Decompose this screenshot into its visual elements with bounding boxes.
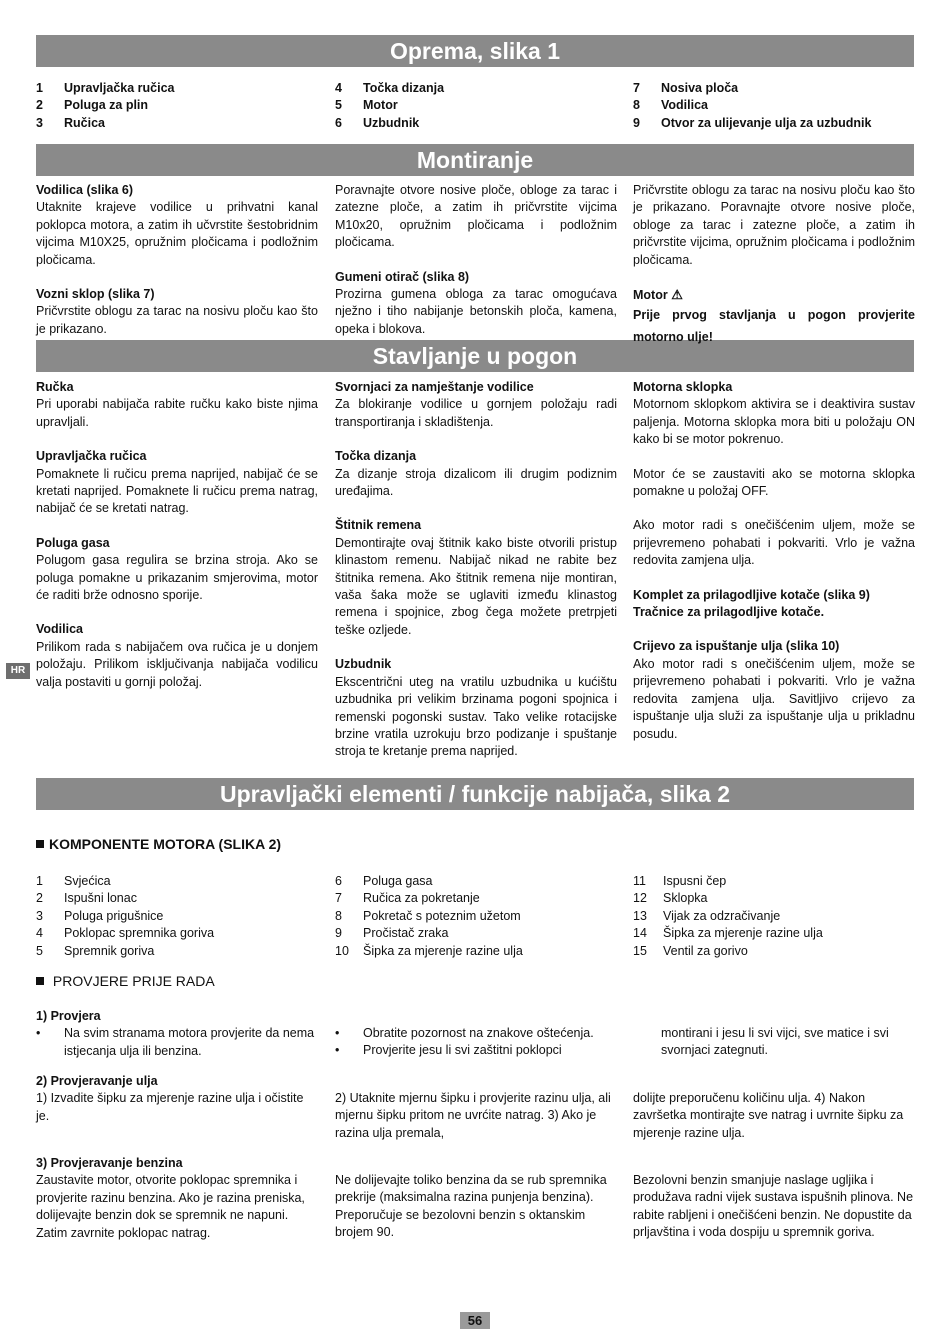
list-item: 15 Ventil za gorivo [633,943,748,958]
upravljacka-rucica-title: Upravljačka ručica [36,449,147,464]
list-item: 1 Svjećica [36,874,111,888]
bullet-square-icon [36,840,44,848]
vozni-title: Vozni sklop (slika 7) [36,287,155,302]
oprema-list-col1 [36,80,318,132]
benzin-text-3: Bezolovni benzin smanjuje naslage ugljika i produžava radni vijek sustava ispušnih plinova. Ne rabite rabljeni i onečišćeni benzin. Ne dopustite da prljavština i voda dospiju u spremnik goriva. [633,1173,914,1240]
page-number: 56 [460,1312,490,1329]
upravljacka-rucica-text: Pomaknete li ručicu prema naprijed, nabijač će se kretati naprijed. Pomaknete li ručicu prema natrag, nabijač će se kretati natrag. [36,466,318,516]
list-item: 3 Poluga prigušnice [36,908,164,923]
svornjaci-text: Za blokiranje vodilice u gornjem položaju radi transportiranja i skladištenja. [335,397,617,429]
pricvrstite-text: Pričvrstite oblogu za tarac na nosivu ploču kao što je prikazano. Poravnajte otvore nosive ploče, obloge za tarac i zatezne ploče, a zatim ih pričvrstite vijcima, opružnim pločicama i podložnim pločicama. [633,183,915,267]
list-item: 9 Pročistač zraka [335,926,449,941]
stavljanje-col3 [633,379,915,743]
provjere-heading: PROVJERE PRIJE RADA [36,973,215,989]
poluga-gasa-text: Polugom gasa regulira se brzina stroja. Ako se poluga pomakne u prikazanim smjerovima, motor će raditi brže odnosno sporije. [36,553,318,603]
komponente-col1 [36,873,318,960]
vodilica-text: Prilikom rada s nabijačem ova ručica je u donjem položaju. Prilikom isključivanja nabijača vodilicu valja postaviti u gornji položaj. [36,639,318,689]
tocka-dizanja-title: Točka dizanja [335,449,417,464]
list-item: 2 Ispušni lonac [36,891,137,906]
poluga-gasa-title: Poluga gasa [36,535,110,550]
tracnice-title: Tračnice za prilagodljive kotače. [633,605,825,620]
list-item: 2 Poluga za plin [36,98,149,113]
stitnik-title: Štitnik remena [335,518,422,533]
list-item: 8 Vodilica [633,98,709,113]
poravnajte-text: Poravnajte otvore nosive ploče, obloge za tarac i zatezne ploče, a zatim ih pričvrstite vijcima M10x20, opružnim pločicama i podložnim pločicama. [335,183,617,250]
tocka-dizanja-text: Za dizanje stroja dizalicom ili drugim podiznim uređajima. [335,466,617,499]
section-header-stavljanje: Stavljanje u pogon [36,340,914,372]
list-item: 4 Točka dizanja [335,81,445,95]
stavljanje-col2 [335,379,617,761]
oprema-list-col2 [335,80,617,132]
uzbudnik-text: Ekscentrični uteg na vratilu uzbudnika u kućištu uzbudnika pri velikim brzinama pogoni spojnica i remenski pogonski sustav. Tako velike rotacijske brzine vratila uzrokuju brzo podizanje i spuštanje stroja te kretanje prema naprijed. [335,674,617,759]
vozni-text: Pričvrstite oblogu za tarac na nosivu ploču kao što je prikazano. [36,304,318,336]
benzin-col1 [36,1155,318,1242]
list-item: • Obratite pozornost na znakove oštećenja. [335,1026,594,1040]
benzin-text-2b: Preporučuje se bezolovni benzin s oktanskim brojem 90. [335,1207,586,1240]
crijevo-text: Ako motor radi s onečišćenim uljem, može se prijevremeno pohabati i pokvariti. Vrlo je važna redovita zamjena ulja. Savitljivo crijevo za ispuštanje ulja služi za ispuštanje ulja u prikladnu posudu. [633,656,915,741]
list-item: 7 Nosiva ploča [633,81,739,95]
ulje-col3 [633,1090,915,1142]
vodilica-title: Vodilica [36,622,84,637]
motor-title: Motor [633,288,668,303]
section-header-upravljacki: Upravljački elementi / funkcije nabijača, slika 2 [36,778,914,810]
list-item: 3 Ručica [36,115,105,130]
motor-text: Prije prvog stavljanja u pogon provjerite motorno ulje! [633,308,915,345]
list-item: 4 Poklopac spremnika goriva [36,926,215,941]
motor-title-row [633,286,915,304]
ulje-text-2: 2) Utaknite mjernu šipku i provjerite razinu ulja, ali mjernu šipku pritom ne uvrćite natrag. 3) Ako je razina ulja premala, [335,1091,611,1140]
list-item: 8 Pokretač s poteznim užetom [335,908,521,923]
section-header-montiranje: Montiranje [36,144,914,176]
list-item: • Provjerite jesu li svi zaštitni poklopci [335,1043,562,1058]
benzin-text-2a: Ne dolijevajte toliko benzina da se rub spremnika prekrije (maksimalna razina punjenja benzina). [335,1173,607,1205]
oprema-list-col3 [633,80,923,132]
montiranje-col3 [633,182,915,348]
section-header-oprema: Oprema, slika 1 [36,35,914,67]
gumeni-title: Gumeni otirač (slika 8) [335,269,470,284]
provjera-continued-text: montirani i jesu li svi vijci, sve matice i svi svornjaci zategnuti. [661,1026,889,1058]
list-item: 13 Vijak za odzračivanje [633,908,781,923]
onecisceni-text: Ako motor radi s onečišćenim uljem, može se prijevremeno pohabati i pokvariti. Vrlo je važna redovita zamjena ulja. [633,518,915,568]
komponente-col3 [633,873,915,960]
stitnik-text: Demontirajte ovaj štitnik kako biste otvorili pristup klinastom remenu. Nabijač nikad ne rabite bez štitnika remena. Ako štitnik remena nije montiran, vaša šaka može se uglaviti između klinastog remena i spojnice, zbog čega možete pretrpjeti teške ozljede. [335,535,617,637]
stavljanje-col1 [36,379,318,691]
rucka-text: Pri uporabi nabijača rabite ručku kako biste njima upravljali. [36,397,318,429]
ulje-text-3: dolijte preporučenu količinu ulja. 4) Nakon završetka montirajte sve natrag i uvrnite šipku za mjerenje razine ulja. [633,1091,904,1140]
crijevo-title: Crijevo za ispuštanje ulja (slika 10) [633,639,840,654]
language-tab: HR [6,663,30,679]
ulje-title: 2) Provjeravanje ulja [36,1074,158,1088]
list-item: 1 Upravljačka ručica [36,81,175,95]
list-item: 5 Motor [335,98,398,113]
komponente-heading: KOMPONENTE MOTORA (SLIKA 2) [36,836,281,852]
sklopka-text: Motornom sklopkom aktivira se i deaktivira sustav paljenja. Motorna sklopka mora biti u položaju ON kako bi se motor pokrenuo. [633,397,915,447]
ulje-col2 [335,1090,617,1142]
list-item: 9 Otvor za ulijevanje ulja za uzbudnik [633,115,872,130]
list-item: 12 Sklopka [633,891,708,906]
bullet-square-icon [36,977,44,985]
vodilica-title: Vodilica (slika 6) [36,183,134,197]
list-item: • Na svim stranama motora provjerite da nema istjecanja ulja ili benzina. [36,1026,315,1058]
list-item: 14 Šipka za mjerenje razine ulja [633,926,823,941]
sklopka-title: Motorna sklopka [633,380,733,394]
svornjaci-title: Svornjaci za namještanje vodilice [335,380,534,394]
provjera-title: 1) Provjera [36,1009,101,1023]
zaustavit-text: Motor će se zaustaviti ako se motorna sklopka pomakne u položaj OFF. [633,466,915,499]
montiranje-col2 [335,182,617,338]
vodilica-text: Utaknite krajeve vodilice u prihvatni kanal poklopca motora, a zatim ih učvrstite šestobridnim vijcima M10X25, opružnim pločicama i podložnim pločicama. [36,200,318,267]
provjera-col1 [36,1008,318,1060]
ulje-text-1: 1) Izvadite šipku za mjerenje razine ulja i očistite je. [36,1091,304,1123]
ulje-col1 [36,1073,318,1125]
benzin-title: 3) Provjeravanje benzina [36,1156,183,1170]
benzin-col2 [335,1172,617,1242]
list-item: 7 Ručica za pokretanje [335,891,480,906]
benzin-text-1: Zaustavite motor, otvorite poklopac spremnika i provjerite razinu benzina. Ako je razina preniska, dolijevajte benzin dok se spremnik ne napuni. Zatim zavrnite poklopac natrag. [36,1173,305,1240]
komponente-col2 [335,873,617,960]
list-item: 6 Poluga gasa [335,874,433,888]
benzin-col3 [633,1172,915,1242]
gumeni-text: Prozirna gumena obloga za tarac omogućava nježno i tiho nabijanje betonskih ploča, kamena, opeka i blokova. [335,287,617,336]
list-item: 5 Spremnik goriva [36,943,155,958]
rucka-title: Ručka [36,380,74,394]
list-item: 10 Šipka za mjerenje razine ulja [335,943,523,958]
montiranje-col1 [36,182,318,338]
uzbudnik-title: Uzbudnik [335,657,392,672]
provjera-col2 [335,1025,617,1060]
warning-icon: ⚠ [671,287,683,303]
komplet-title: Komplet za prilagodljive kotače (slika 9) [633,587,870,602]
list-item: 6 Uzbudnik [335,115,420,130]
list-item: 11 Ispusni čep [633,874,727,888]
provjera-col3 [633,1025,917,1060]
